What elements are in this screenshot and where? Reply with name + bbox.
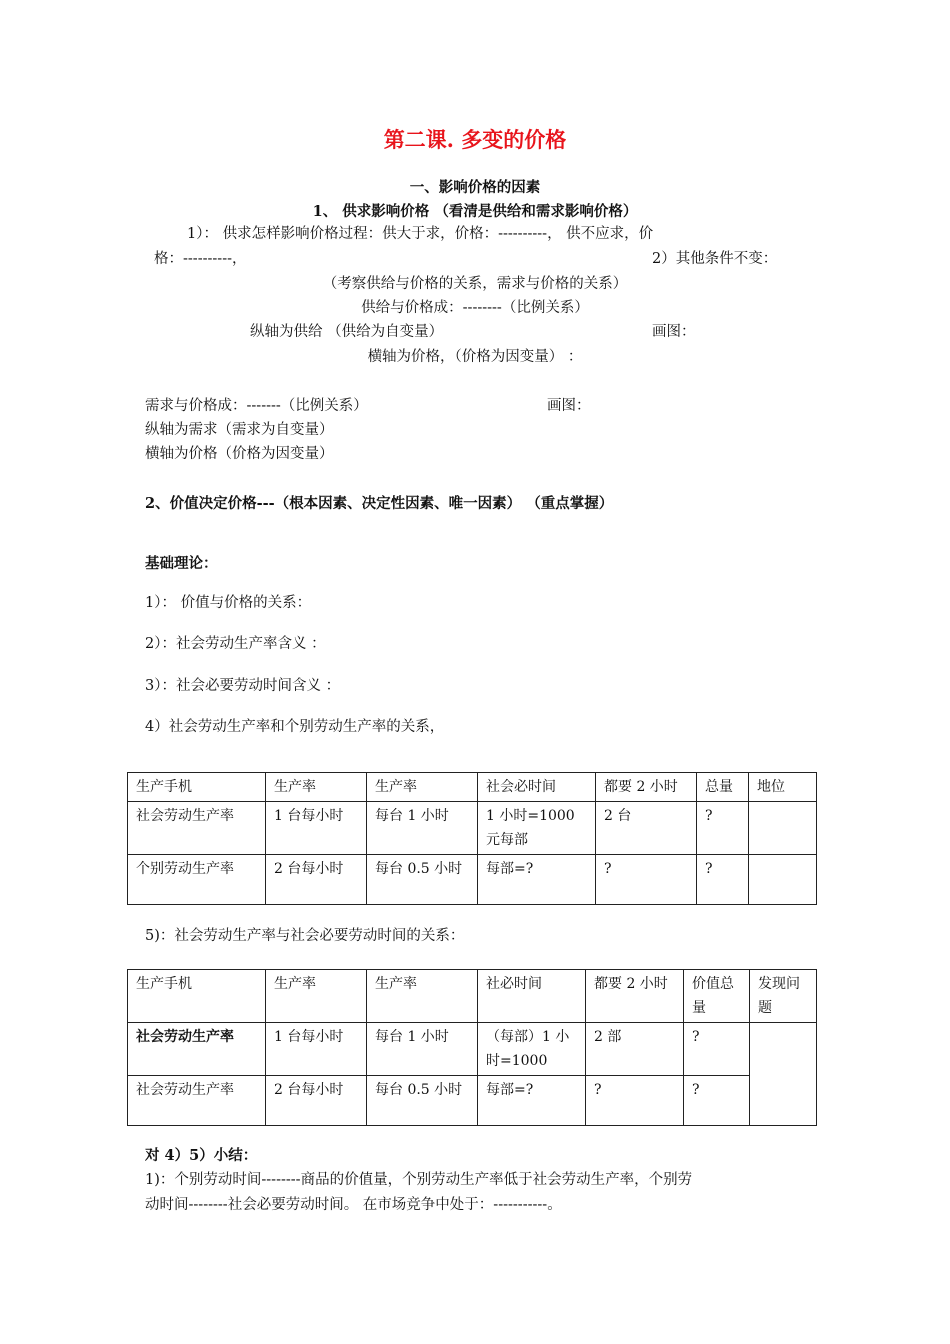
table-header-cell: 生产率: [266, 970, 367, 1023]
table-cell: 每部=?: [478, 1076, 586, 1126]
table-cell: 每台 1 小时: [367, 802, 478, 855]
text-line: 1）： 供求怎样影响价格过程：供大于求，价格：----------， 供不应求，价: [187, 226, 654, 242]
table-cell: 每部=?: [478, 855, 596, 905]
table-cell: 每台 0.5 小时: [367, 855, 478, 905]
table-cell: [750, 1023, 817, 1126]
text-line: 格：----------，: [154, 251, 247, 267]
text-line: （考察供给与价格的关系，需求与价格的关系）: [322, 276, 628, 292]
productivity-table-1: [127, 772, 817, 905]
table-header-cell: 发现问题: [750, 970, 817, 1023]
table-cell: [749, 802, 817, 855]
table-cell: 2 部: [586, 1023, 684, 1076]
table-cell: 每台 1 小时: [367, 1023, 478, 1076]
question-line: 1）： 价值与价格的关系：: [145, 595, 312, 611]
section2-heading: 2、价值决定价格---（根本因素、决定性因素、唯一因素） （重点掌握）: [145, 495, 614, 512]
table-cell: 1 台每小时: [266, 1023, 367, 1076]
basics-heading: 基础理论：: [145, 555, 218, 572]
table-cell: 每台 0.5 小时: [367, 1076, 478, 1126]
table-cell: 1 小时=1000 元每部: [478, 802, 596, 855]
question-line: 3）：社会必要劳动时间含义 ：: [145, 678, 341, 694]
table-row: [128, 1076, 817, 1126]
table-cell: 2 台: [596, 802, 697, 855]
summary-line: 动时间--------社会必要劳动时间。 在市场竞争中处于：-----------。: [145, 1197, 562, 1213]
table-header-row: [128, 970, 817, 1023]
table-cell: 个别劳动生产率: [128, 855, 266, 905]
subsection1-heading: 1、 供求影响价格 （看清是供给和需求影响价格）: [312, 203, 638, 220]
table-cell: 2 台每小时: [266, 1076, 367, 1126]
page-title: 第二课. 多变的价格: [383, 127, 567, 152]
table-cell: ?: [586, 1076, 684, 1126]
table-header-cell: 地位: [749, 773, 817, 802]
table-cell: ?: [697, 802, 749, 855]
table-row: [128, 1023, 817, 1076]
table-cell: ?: [684, 1076, 750, 1126]
text-line: 需求与价格成：-------（比例关系）: [145, 398, 368, 414]
summary-line: 1)：个别劳动时间--------商品的价值量，个别劳动生产率低于社会劳动生产率，个别劳: [145, 1172, 693, 1188]
question-line: 5)：社会劳动生产率与社会必要劳动时间的关系：: [145, 928, 465, 944]
table-header-cell: 价值总量: [684, 970, 750, 1023]
table-cell: ?: [697, 855, 749, 905]
table-row: [128, 802, 817, 855]
productivity-table-2: [127, 969, 817, 1126]
table-cell: 社会劳动生产率: [128, 1076, 266, 1126]
table-header-cell: 生产率: [266, 773, 367, 802]
table-row: [128, 855, 817, 905]
text-line: 纵轴为供给 （供给为自变量）: [250, 324, 444, 340]
text-line: 横轴为价格（价格为因变量）: [145, 446, 334, 462]
text-line: 供给与价格成：--------（比例关系）: [361, 300, 589, 316]
table-header-row: [128, 773, 817, 802]
table-header-cell: 社必时间: [478, 970, 586, 1023]
text-line: 画图：: [547, 398, 591, 414]
text-line: 纵轴为需求（需求为自变量）: [145, 422, 334, 438]
table-header-cell: 都要 2 小时: [586, 970, 684, 1023]
table-cell: 1 台每小时: [266, 802, 367, 855]
text-line: 2）其他条件不变：: [652, 251, 778, 267]
table-cell: （每部）1 小时=1000: [478, 1023, 586, 1076]
table-header-cell: 社会必时间: [478, 773, 596, 802]
summary-heading: 对 4）5）小结：: [145, 1147, 258, 1164]
text-line: 画图：: [652, 324, 696, 340]
text-line: 横轴为价格，（价格为因变量） ：: [367, 349, 583, 365]
table-cell: [749, 855, 817, 905]
table-header-cell: 生产率: [367, 970, 478, 1023]
question-line: 4）社会劳动生产率和个别劳动生产率的关系，: [145, 719, 445, 735]
section1-heading: 一、影响价格的因素: [409, 179, 541, 196]
table-cell: 2 台每小时: [266, 855, 367, 905]
table-cell: 社会劳动生产率: [128, 802, 266, 855]
question-line: 2）：社会劳动生产率含义 ：: [145, 636, 326, 652]
table-cell: ?: [596, 855, 697, 905]
table-header-cell: 生产手机: [128, 970, 266, 1023]
table-header-cell: 都要 2 小时: [596, 773, 697, 802]
table-cell: ?: [684, 1023, 750, 1076]
table-header-cell: 总量: [697, 773, 749, 802]
table-cell: 社会劳动生产率: [128, 1023, 266, 1076]
table-header-cell: 生产率: [367, 773, 478, 802]
table-header-cell: 生产手机: [128, 773, 266, 802]
